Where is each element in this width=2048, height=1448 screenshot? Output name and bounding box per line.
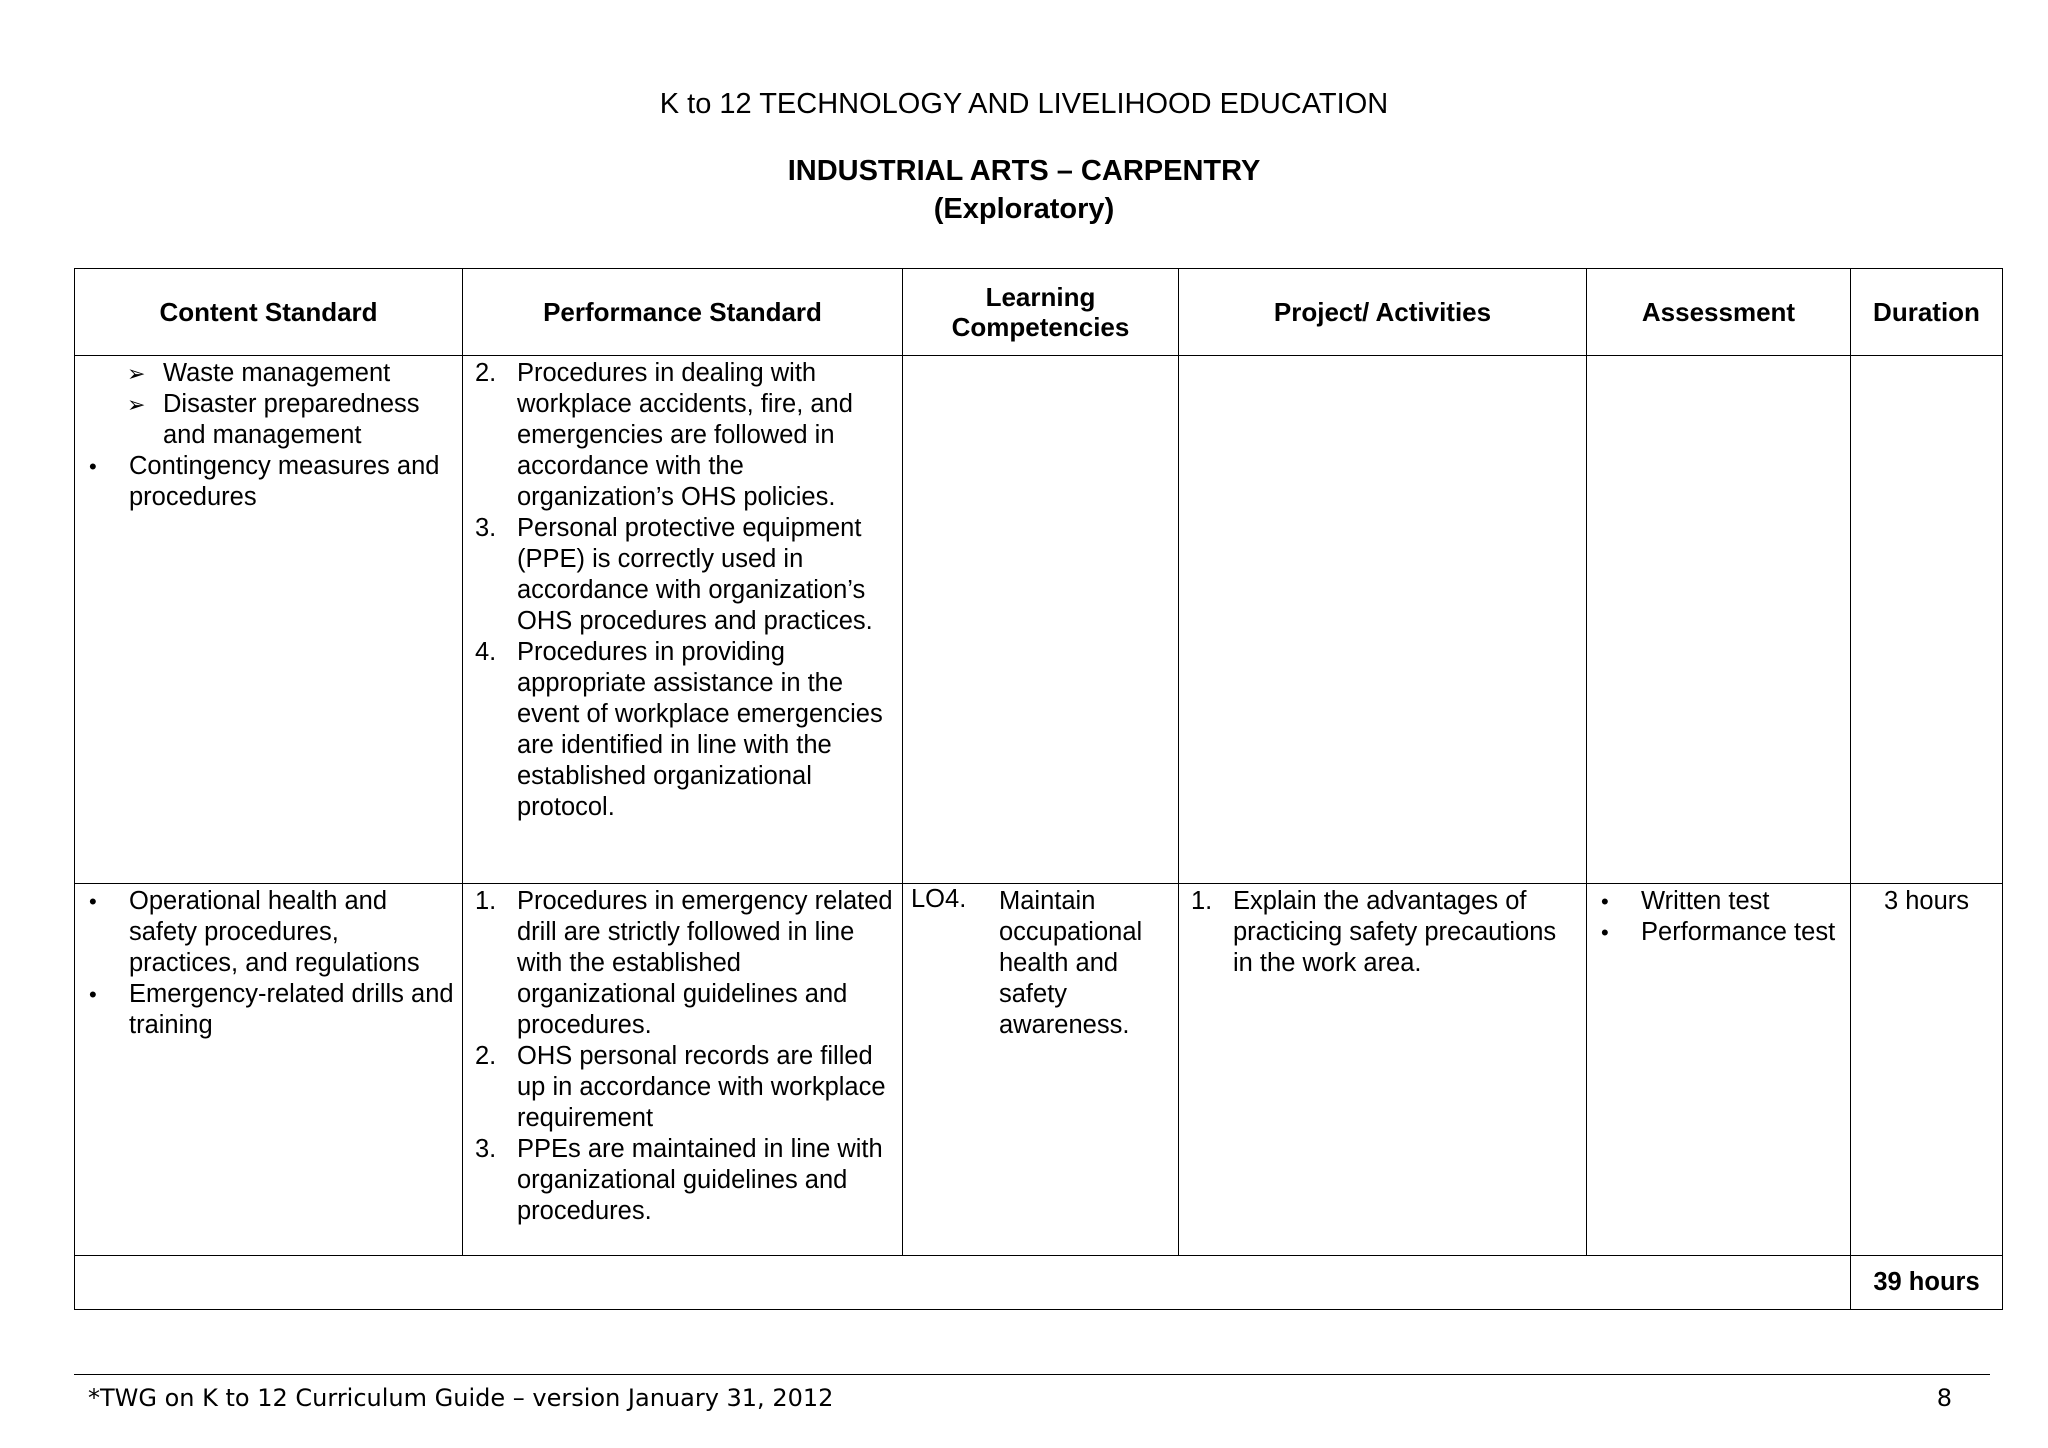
total-duration: 39 hours [1851,1256,2003,1310]
learning-competencies-cell [903,356,1179,884]
list-item: 2. Procedures in dealing with workplace accidents, fire, and emergencies are followed in accordance with the organization’s OHS policies. [475,359,853,511]
list-item: • Written test [1601,887,1770,915]
content-standard-cell [75,884,463,1256]
table-header-row [75,269,2003,356]
bullet-icon: • [89,454,97,479]
duration-value: 3 hours [1883,887,1970,915]
header-performance-standard: Performance Standard [463,269,903,356]
header-content-standard: Content Standard [75,269,463,356]
list-item: 2. OHS personal records are filled up in accordance with workplace requirement [475,1042,886,1132]
list-item: ➢ Waste management [127,359,391,387]
list-item: 1. Explain the advantages of practicing safety precautions in the work area. [1191,887,1557,977]
arrow-bullet-icon: ➢ [127,392,146,417]
subtitle-program: INDUSTRIAL ARTS – CARPENTRY [787,155,1261,187]
list-item: • Emergency-related drills and training [89,980,454,1039]
content-standard-cell [75,356,463,884]
competency-code: LO4. [911,885,967,913]
arrow-bullet-icon: ➢ [127,361,146,386]
project-activities-cell [1179,356,1587,884]
total-label-cell [75,1256,1851,1310]
performance-standard-cell [463,884,903,1256]
competency-text: Maintain occupational health and safety awareness. [999,887,1143,1039]
header-learning-competencies [903,269,1179,356]
footer-divider [74,1374,1990,1375]
list-item: 3. PPEs are maintained in line with organizational guidelines and procedures. [475,1135,883,1225]
total-row [75,1256,2003,1310]
header-duration: Duration [1851,269,2003,356]
list-item: • Operational health and safety procedures, practices, and regulations [89,887,420,977]
bullet-icon: • [89,889,97,914]
document-title: K to 12 TECHNOLOGY AND LIVELIHOOD EDUCATION [659,88,1389,120]
header-project-activities: Project/ Activities [1179,269,1587,356]
table-row [75,356,2003,884]
subtitle-type: (Exploratory) [933,193,1115,225]
duration-cell [1851,884,2003,1256]
list-item: 3. Personal protective equipment (PPE) is correctly used in accordance with organization’s OHS procedures and practices. [475,514,873,635]
header-lc-line1: Learning [985,282,1096,312]
performance-standard-cell [463,356,903,884]
learning-competencies-cell [903,884,1179,1256]
assessment-cell [1587,884,1851,1256]
list-item: ➢ Disaster preparedness and management [127,390,420,449]
bullet-icon: • [89,982,97,1007]
list-item: • Performance test [1601,918,1836,946]
bullet-icon: • [1601,920,1609,945]
list-item: 4. Procedures in providing appropriate assistance in the event of workplace emergencies are identified in line with the established organizational protocol. [475,638,883,821]
header-assessment: Assessment [1587,269,1851,356]
list-item: 1. Procedures in emergency related drill are strictly followed in line with the established organizational guidelines and procedures. [475,887,893,1039]
curriculum-table [74,268,2003,1310]
document-subtitle [0,152,2048,228]
duration-cell [1851,356,2003,884]
table-row [75,884,2003,1256]
bullet-icon: • [1601,889,1609,914]
header-lc-line2: Competencies [951,312,1130,342]
page-number: 8 [1936,1384,1952,1412]
project-activities-cell [1179,884,1587,1256]
footer-version-note: *TWG on K to 12 Curriculum Guide – version January 31, 2012 [88,1384,834,1412]
list-item: • Contingency measures and procedures [89,452,440,511]
assessment-cell [1587,356,1851,884]
